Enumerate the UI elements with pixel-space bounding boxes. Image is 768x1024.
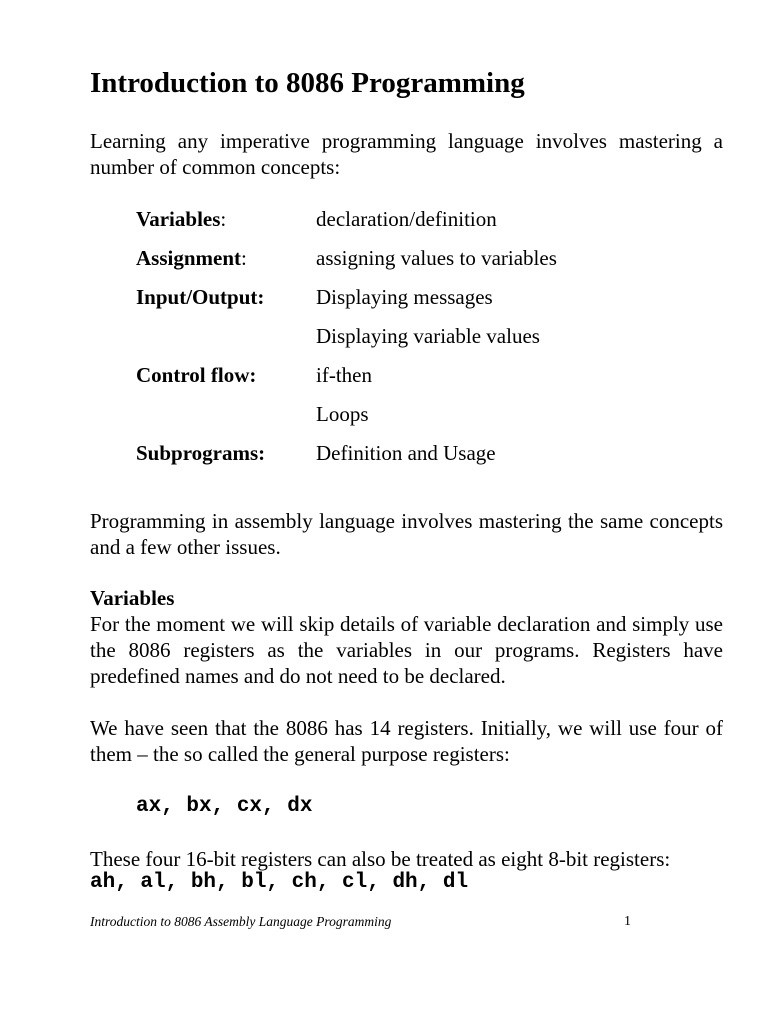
intro-paragraph: Learning any imperative programming language involves mastering a number of common concepts:	[90, 129, 723, 179]
concept-term-suffix: :	[241, 246, 247, 270]
registers-paragraph: We have seen that the 8086 has 14 registers. Initially, we will use four of them – the so called the general purpose registers:	[90, 716, 723, 766]
concept-term: Assignment	[136, 246, 242, 270]
concept-desc: declaration/definition	[316, 207, 497, 231]
footer-text: Introduction to 8086 Assembly Language Programming	[90, 914, 392, 929]
eight-bit-registers-code: ah, al, bh, bl, ch, cl, dh, dl	[90, 871, 469, 894]
concept-term-suffix: :	[220, 207, 227, 231]
variables-heading: Variables	[90, 586, 175, 610]
page-title: Introduction to 8086 Programming	[90, 67, 525, 99]
concept-desc: Loops	[316, 402, 369, 426]
concept-term: Input/Output:	[136, 285, 265, 309]
assembly-paragraph: Programming in assembly language involves mastering the same concepts and a few other issues.	[90, 509, 723, 559]
variables-paragraph: For the moment we will skip details of variable declaration and simply use the 8086 registers as the variables in our programs. Registers have predefined names and do not need to be declared.	[90, 612, 723, 688]
concept-term: Control flow:	[136, 363, 257, 387]
general-registers-code: ax, bx, cx, dx	[136, 795, 313, 818]
concept-term: Subprograms:	[136, 441, 266, 465]
concept-desc: Definition and Usage	[316, 441, 496, 465]
concept-desc: Displaying messages	[316, 285, 493, 309]
eight-bit-paragraph: These four 16-bit registers can also be treated as eight 8-bit registers:	[90, 847, 671, 871]
concept-term: Variables	[136, 207, 221, 231]
concept-desc: assigning values to variables	[316, 246, 557, 270]
page-number: 1	[624, 914, 631, 929]
concept-desc: Displaying variable values	[316, 324, 540, 348]
concept-desc: if-then	[316, 363, 372, 387]
